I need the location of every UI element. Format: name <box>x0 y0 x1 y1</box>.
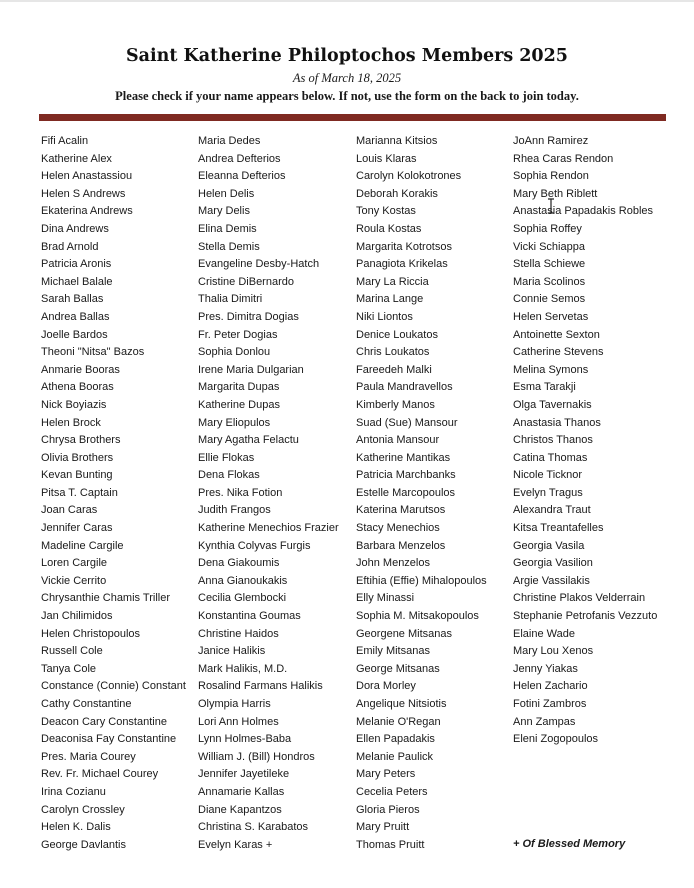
member-name: Suad (Sue) Mansour <box>356 416 458 429</box>
member-name: Mary Eliopulos <box>198 416 271 429</box>
member-name: Brad Arnold <box>41 240 99 253</box>
member-name: Constance (Connie) Constant <box>41 680 186 693</box>
member-name: George Mitsanas <box>356 662 440 675</box>
member-name: Nicole Ticknor <box>513 469 583 482</box>
member-name: Elly Minassi <box>356 592 415 605</box>
member-name: Lynn Holmes-Baba <box>198 733 292 746</box>
page-title: Saint Katherine Philoptochos Members 2025 <box>126 46 568 66</box>
member-name: JoAnn Ramirez <box>513 135 589 147</box>
member-name: Loren Cargile <box>41 557 108 570</box>
member-name: Chris Loukatos <box>356 346 430 359</box>
member-name: Georgene Mitsanas <box>356 627 452 640</box>
text-cursor-icon <box>547 198 555 214</box>
member-name: Ellie Flokas <box>198 451 255 464</box>
member-name: Catina Thomas <box>513 451 588 464</box>
member-name: Pres. Dimitra Dogias <box>198 310 299 323</box>
member-column-1 <box>41 133 196 854</box>
member-column-3 <box>356 133 511 854</box>
member-name: Evangeline Desby-Hatch <box>198 258 320 271</box>
member-name: Kynthia Colyvas Furgis <box>198 539 311 552</box>
member-name: Katherine Menechios Frazier <box>198 522 339 535</box>
member-name: Katherine Alex <box>41 152 112 165</box>
member-name: Eleanna Defterios <box>198 170 286 183</box>
member-name: Cecelia Peters <box>356 785 428 798</box>
member-name: Anastasia Thanos <box>513 416 601 429</box>
member-name: Dora Morley <box>356 680 416 693</box>
member-name: Patricia Aronis <box>41 258 112 271</box>
member-name: Estelle Marcopoulos <box>356 486 456 499</box>
member-name: Joelle Bardos <box>41 328 108 341</box>
member-name: Pres. Maria Courey <box>41 750 136 763</box>
member-name: Christos Thanos <box>513 434 593 447</box>
member-name: Jennifer Jayetileke <box>198 768 290 781</box>
member-name: Carolyn Crossley <box>41 803 125 816</box>
member-name: Sophia M. Mitsakopoulos <box>356 610 479 623</box>
member-name: Stephanie Petrofanis Vezzuto <box>513 610 658 623</box>
member-name: Melina Symons <box>513 363 589 376</box>
member-name: Barbara Menzelos <box>356 539 446 552</box>
member-name: Rosalind Farmans Halikis <box>198 680 323 693</box>
member-name: Mary Pruitt <box>356 821 410 834</box>
instruction-text: Please check if your name appears below. If not, use the form on the back to join today. <box>115 89 579 103</box>
member-name: Mary Agatha Felactu <box>198 434 299 447</box>
member-name: Alexandra Traut <box>513 504 591 517</box>
member-name: Helen Brock <box>41 416 101 429</box>
member-name: Vicki Schiappa <box>513 240 585 253</box>
member-name: Louis Klaras <box>356 152 417 165</box>
member-name: Ellen Papadakis <box>356 733 435 746</box>
member-name: Janice Halikis <box>198 645 266 658</box>
member-name: Stacy Menechios <box>356 522 440 535</box>
member-name: Mary Beth Riblett <box>513 187 598 200</box>
member-name: Sophia Donlou <box>198 346 271 359</box>
member-name: Helen Christopoulos <box>41 627 141 640</box>
member-name: Catherine Stevens <box>513 346 604 359</box>
member-name: Irina Cozianu <box>41 785 106 798</box>
member-name: Irene Maria Dulgarian <box>198 363 304 376</box>
member-name: Rev. Fr. Michael Courey <box>41 768 159 781</box>
member-name: Andrea Ballas <box>41 310 110 323</box>
member-name: Evelyn Tragus <box>513 486 583 499</box>
member-name: Sophia Roffey <box>513 222 582 235</box>
member-name: Eftihia (Effie) Mihalopoulos <box>356 574 487 587</box>
member-name: Helen S Andrews <box>41 187 126 200</box>
member-name: Chrysa Brothers <box>41 434 121 447</box>
member-name: Helen Delis <box>198 187 255 200</box>
member-name: Roula Kostas <box>356 222 422 235</box>
member-name: Georgia Vasila <box>513 539 585 552</box>
member-name: Maria Dedes <box>198 135 261 147</box>
member-name: Cecilia Glembocki <box>198 592 287 605</box>
member-name: Gloria Pieros <box>356 803 420 816</box>
member-name: Vickie Cerrito <box>41 574 107 587</box>
member-name: Helen Zachario <box>513 680 588 693</box>
member-name: Georgia Vasilion <box>513 557 593 570</box>
member-name: Esma Tarakji <box>513 381 576 394</box>
member-name: Judith Frangos <box>198 504 271 517</box>
member-name: Jennifer Caras <box>41 522 113 535</box>
member-name: Helen K. Dalis <box>41 821 111 834</box>
member-name: Sarah Ballas <box>41 293 104 306</box>
member-name: Nick Boyiazis <box>41 398 107 411</box>
member-name: Argie Vassilakis <box>513 574 590 587</box>
member-name: Ekaterina Andrews <box>41 205 133 218</box>
member-name: Fifi Acalin <box>41 135 89 147</box>
member-name: Jenny Yiakas <box>513 662 578 675</box>
member-name: Fotini Zambros <box>513 698 587 710</box>
member-name: Annamarie Kallas <box>198 785 285 798</box>
member-name: Dina Andrews <box>41 222 109 235</box>
member-name: Olga Tavernakis <box>513 398 592 411</box>
blessed-memory-note: + Of Blessed Memory <box>513 838 626 850</box>
member-name: Katherine Dupas <box>198 398 280 411</box>
member-name: Dena Flokas <box>198 469 260 482</box>
member-name: Athena Booras <box>41 381 114 394</box>
member-name: Denice Loukatos <box>356 328 438 341</box>
member-name: Carolyn Kolokotrones <box>356 170 462 183</box>
member-name: Christine Plakos Velderrain <box>513 592 646 605</box>
member-name: Sophia Rendon <box>513 170 589 183</box>
member-name: Niki Liontos <box>356 310 413 323</box>
member-name: Emily Mitsanas <box>356 645 430 658</box>
member-name: Dena Giakoumis <box>198 557 280 570</box>
member-name: Rhea Caras Rendon <box>513 152 614 165</box>
member-name: Ann Zampas <box>513 715 576 728</box>
member-name: Joan Caras <box>41 504 98 517</box>
member-name: Kimberly Manos <box>356 398 435 411</box>
member-name: Antonia Mansour <box>356 434 440 447</box>
member-name: Antoinette Sexton <box>513 328 600 341</box>
top-border <box>0 0 694 2</box>
member-name: Diane Kapantzos <box>198 803 282 816</box>
member-name: Mary La Riccia <box>356 275 429 288</box>
member-name: Connie Semos <box>513 293 586 306</box>
member-name: Olympia Harris <box>198 698 271 710</box>
member-name: Mary Peters <box>356 768 416 781</box>
member-name: Margarita Kotrotsos <box>356 240 452 253</box>
member-name: Mark Halikis, M.D. <box>198 662 288 675</box>
member-name: Olivia Brothers <box>41 451 114 464</box>
member-name: Michael Balale <box>41 275 113 288</box>
member-name: Angelique Nitsiotis <box>356 698 447 710</box>
member-name: Theoni "Nitsa" Bazos <box>41 346 145 359</box>
document-header <box>0 44 694 105</box>
member-name: Madeline Cargile <box>41 539 124 552</box>
member-name: Deaconisa Fay Constantine <box>41 733 177 746</box>
member-name: Panagiota Krikelas <box>356 258 448 271</box>
member-name: Deborah Korakis <box>356 187 438 200</box>
member-name: Andrea Defterios <box>198 152 281 165</box>
member-name: Helen Servetas <box>513 310 589 323</box>
member-name: Melanie O'Regan <box>356 715 441 728</box>
member-name: Stella Demis <box>198 240 260 253</box>
member-name: Eleni Zogopoulos <box>513 733 599 746</box>
member-name: Pres. Nika Fotion <box>198 486 283 499</box>
member-name: Margarita Dupas <box>198 381 280 394</box>
member-name: Fr. Peter Dogias <box>198 328 278 341</box>
member-name: Kitsa Treantafelles <box>513 522 604 535</box>
member-name: Stella Schiewe <box>513 258 586 271</box>
member-name: Tanya Cole <box>41 662 97 675</box>
member-name: William J. (Bill) Hondros <box>198 750 315 763</box>
member-name: Mary Delis <box>198 205 250 218</box>
member-name: Chrysanthie Chamis Triller <box>41 592 170 605</box>
member-name: George Davlantis <box>41 838 126 851</box>
member-name: Maria Scolinos <box>513 275 586 288</box>
member-name: Melanie Paulick <box>356 750 434 763</box>
member-name: Kevan Bunting <box>41 469 113 482</box>
member-name: Anastasia Papadakis Robles <box>513 205 654 218</box>
member-name: Evelyn Karas + <box>198 838 273 851</box>
member-name: Marina Lange <box>356 293 424 306</box>
member-name: Cristine DiBernardo <box>198 275 294 288</box>
member-column-2 <box>198 133 353 854</box>
member-name: Paula Mandravellos <box>356 381 453 394</box>
member-name: Konstantina Goumas <box>198 610 301 623</box>
member-name: Tony Kostas <box>356 205 416 218</box>
member-name: John Menzelos <box>356 557 430 570</box>
member-name: Mary Lou Xenos <box>513 645 594 658</box>
member-name: Thalia Dimitri <box>198 293 263 306</box>
member-name: Patricia Marchbanks <box>356 469 456 482</box>
member-name: Marianna Kitsios <box>356 135 438 147</box>
member-name: Cathy Constantine <box>41 698 132 710</box>
member-name: Elaine Wade <box>513 627 575 640</box>
as-of-date: As of March 18, 2025 <box>292 71 402 85</box>
member-name: Helen Anastassiou <box>41 170 133 183</box>
member-name: Anmarie Booras <box>41 363 120 376</box>
member-name: Christine Haidos <box>198 627 279 640</box>
member-name: Katherine Mantikas <box>356 451 451 464</box>
member-name: Pitsa T. Captain <box>41 486 118 499</box>
member-name: Russell Cole <box>41 645 103 658</box>
member-name: Anna Gianoukakis <box>198 574 288 587</box>
header-divider <box>39 114 666 121</box>
member-name: Lori Ann Holmes <box>198 715 279 728</box>
member-name: Katerina Marutsos <box>356 504 446 517</box>
member-name: Thomas Pruitt <box>356 838 425 851</box>
member-name: Christina S. Karabatos <box>198 821 309 834</box>
member-name: Elina Demis <box>198 222 257 235</box>
member-name: Deacon Cary Constantine <box>41 715 167 728</box>
member-name: Fareedeh Malki <box>356 363 432 376</box>
member-name: Jan Chilimidos <box>41 610 113 623</box>
member-column-4 <box>513 133 673 749</box>
